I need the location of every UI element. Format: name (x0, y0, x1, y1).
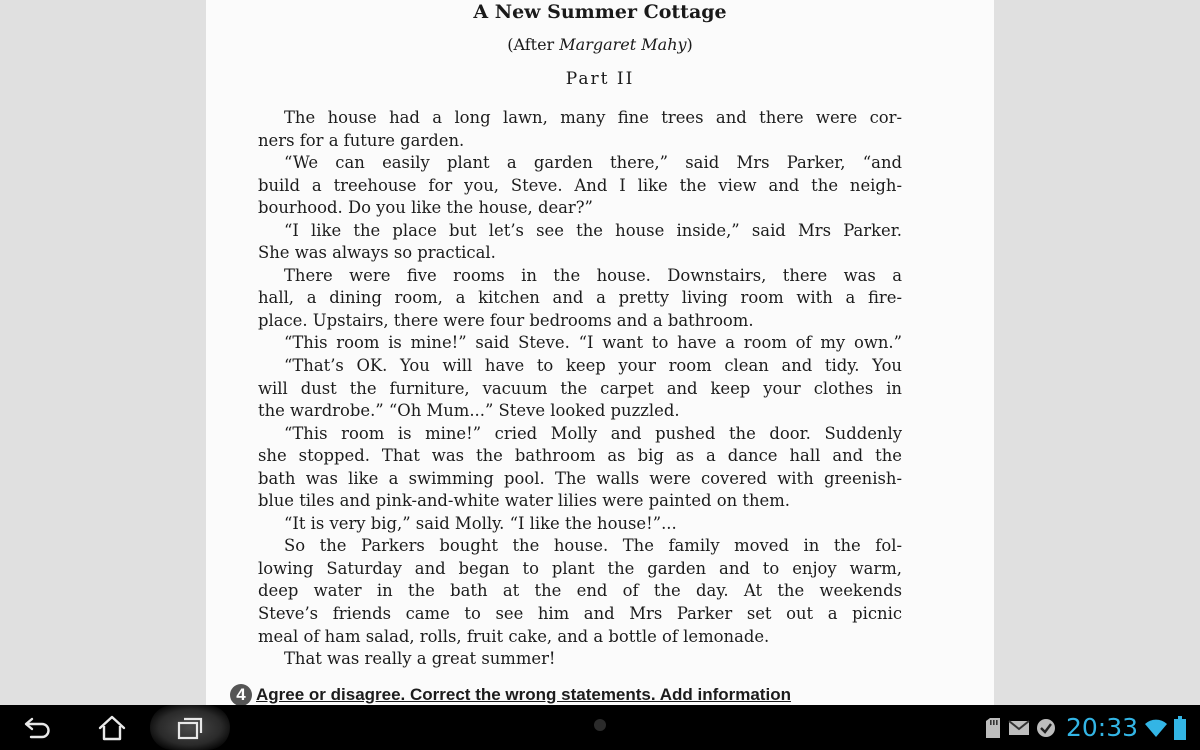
sd-card-icon (984, 717, 1002, 739)
text-line: There were five rooms in the house. Downstairs, there was a (284, 265, 902, 285)
part-heading: Part II (565, 69, 635, 89)
wifi-icon (1144, 718, 1168, 738)
text-line: The house had a long lawn, many fine trees and there were cor- (284, 108, 902, 127)
page-indicator-dot (594, 719, 606, 731)
text-line: blue tiles and pink-and-white water lilies were painted on them. (258, 491, 790, 511)
recent-apps-button[interactable] (150, 705, 230, 750)
battery-icon (1174, 716, 1186, 740)
text-line: So the Parkers bought the house. The family moved in the fol- (284, 536, 902, 556)
exercise-instruction: Agree or disagree. Correct the wrong statements. Add information (256, 685, 791, 704)
text-line: “I like the place but let’s see the house inside,” said Mrs Parker. (284, 220, 902, 240)
text-line: lowing Saturday and began to plant the garden and to enjoy warm, (258, 558, 902, 578)
book-page (206, 0, 994, 705)
text-line: She was always so practical. (258, 243, 496, 263)
text-line: “This room is mine!” cried Molly and pushed the door. Suddenly (284, 423, 902, 443)
subtitle-author: Margaret Mahy (559, 35, 687, 54)
status-area[interactable] (984, 705, 1186, 750)
subtitle-suffix: ) (686, 35, 693, 54)
text-line: That was really a great summer! (284, 649, 556, 669)
text-line: ners for a future garden. (258, 130, 465, 150)
text-line: Steve’s friends came to see him and Mrs Parker set out a picnic (258, 604, 902, 624)
home-icon (96, 714, 128, 742)
text-line: “It is very big,” said Molly. “I like the house!”... (284, 513, 677, 533)
story-text (258, 107, 902, 671)
text-line: deep water in the bath at the end of the day. At the weekends (258, 581, 902, 601)
sync-check-icon (1036, 718, 1056, 738)
page-subtitle (206, 35, 994, 54)
subtitle-prefix: (After (507, 35, 560, 54)
text-line: hall, a dining room, a kitchen and a pretty living room with a fire- (258, 288, 902, 308)
text-line: meal of ham salad, rolls, fruit cake, and a bottle of lemonade. (258, 626, 770, 646)
text-line: bourhood. Do you like the house, dear?” (258, 198, 593, 218)
back-arrow-icon (23, 715, 53, 741)
text-line: “We can easily plant a garden there,” said Mrs Parker, “and (284, 153, 902, 173)
text-line: bath was like a swimming pool. The walls were covered with greenish- (258, 468, 902, 488)
home-button[interactable] (90, 705, 134, 750)
text-line: place. Upstairs, there were four bedrooms and a bathroom. (258, 310, 754, 330)
text-line: will dust the furniture, vacuum the carpet and keep your clothes in (258, 378, 902, 398)
gmail-icon (1008, 719, 1030, 737)
text-line: “That’s OK. You will have to keep your room clean and tidy. You (284, 356, 902, 376)
text-line: she stopped. That was the bathroom as big as a dance hall and the (258, 446, 902, 466)
status-clock: 20:33 (1065, 713, 1138, 742)
recent-apps-icon (175, 715, 205, 741)
exercise-heading (230, 684, 920, 705)
back-button[interactable] (16, 705, 60, 750)
text-line: the wardrobe.” “Oh Mum...” Steve looked puzzled. (258, 401, 680, 421)
text-line: “This room is mine!” said Steve. “I want to have a room of my own.” (284, 333, 902, 353)
page-title: A New Summer Cottage (473, 1, 727, 23)
text-line: build a treehouse for you, Steve. And I like the view and the neigh- (258, 175, 902, 195)
exercise-number: 4 (230, 684, 252, 705)
